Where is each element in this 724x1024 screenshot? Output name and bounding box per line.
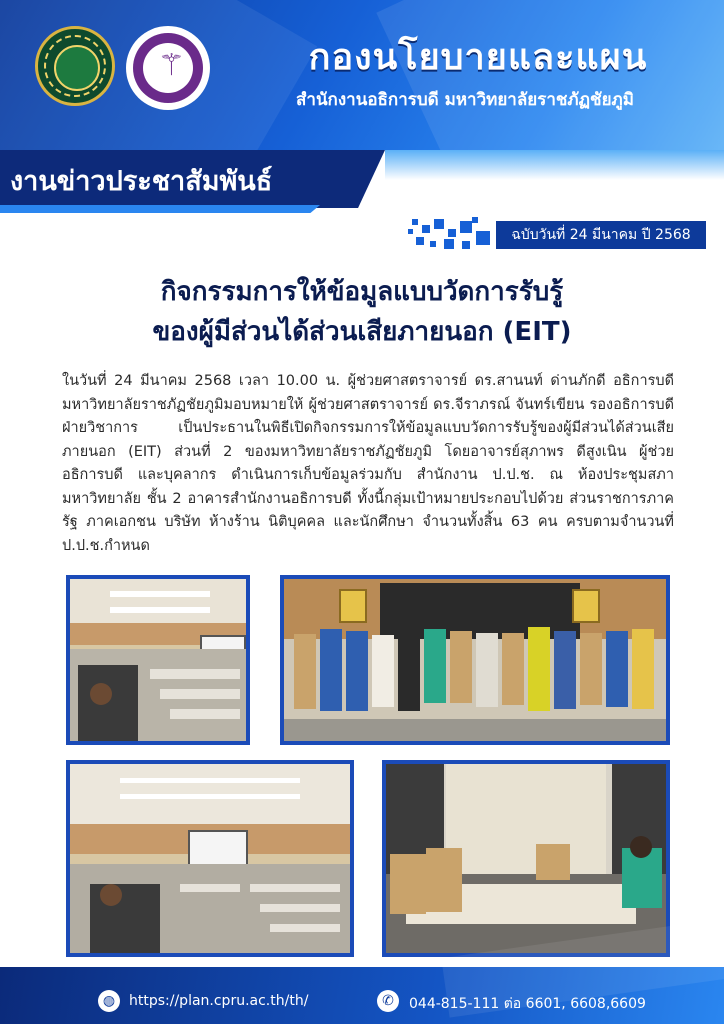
phone-icon: ✆ xyxy=(377,990,399,1012)
meeting-room-wide-photo xyxy=(66,760,354,957)
org-title: กองนโยบายและแผน xyxy=(308,37,648,78)
pixel-decoration xyxy=(408,217,494,251)
phone-number: 044-815-111 ต่อ 6601, 6608,6609 xyxy=(409,996,646,1012)
article-body: ในวันที่ 24 มีนาคม 2568 เวลา 10.00 น. ผู้ช่วยศาสตราจารย์ ดร.สานนท์ ด่านภักดี อธิการบดีมหาวิทยาลัยราชภัฏชัยภูมิมอบหมายให้ ผู้ช่วยศาสตราจารย์ ดร.จีราภรณ์ จันทร์เขียน รองอธิการบดีฝ่ายวิชาการ เป็นประธานในพิธีเปิดกิจกรรมการให้ข้อมูลแบบวัดการรับรู้ของผู้มีส่วนได้ส่วนเสียภายนอก (EIT) ส่วนที่ 2 ของมหาวิทยาลัยราชภัฏชัยภูมิ โดยอาจารย์สุภาพร ดีสูงเนิน ผู้ช่วยอธิการบดี และบุคลากร ดำเนินการเก็บข้อมูลร่วมกับ สำนักงาน ป.ป.ช. ณ ห้องประชุมสภามหาวิทยาลัย ชั้น 2 อาคารสำนักงานอธิการบดี ทั้งนี้กลุ่มเป้าหมายประกอบไปด้วย ส่วนราชการภาครัฐ ภาคเอกชน บริษัท ห้างร้าน นิติบุคคล และนักศึกษา จำนวนทั้งสิ้น 63 คน ครบตามจำนวนที่ป.ป.ช.กำหนด xyxy=(62,373,674,554)
website-link[interactable]: https://plan.cpru.ac.th/th/ xyxy=(129,993,309,1009)
globe-icon: ◍ xyxy=(98,990,120,1012)
meeting-table-photo xyxy=(382,760,670,957)
headline-line-1: กิจกรรมการให้ข้อมูลแบบวัดการรับรู้ xyxy=(160,277,564,307)
issue-date-tag: ฉบับวันที่ 24 มีนาคม ปี 2568 xyxy=(496,221,706,249)
ministry-seal-logo: ⚚ xyxy=(126,26,210,110)
headline-line-2: ของผู้มีส่วนได้ส่วนเสียภายนอก (EIT) xyxy=(152,317,572,347)
university-seal-logo xyxy=(35,26,115,106)
headline xyxy=(40,272,684,352)
section-label: งานข่าวประชาสัมพันธ์ xyxy=(10,166,273,197)
group-photo xyxy=(280,575,670,745)
org-subtitle: สำนักงานอธิการบดี มหาวิทยาลัยราชภัฏชัยภูมิ xyxy=(296,90,634,110)
meeting-room-computers-photo xyxy=(66,575,250,745)
